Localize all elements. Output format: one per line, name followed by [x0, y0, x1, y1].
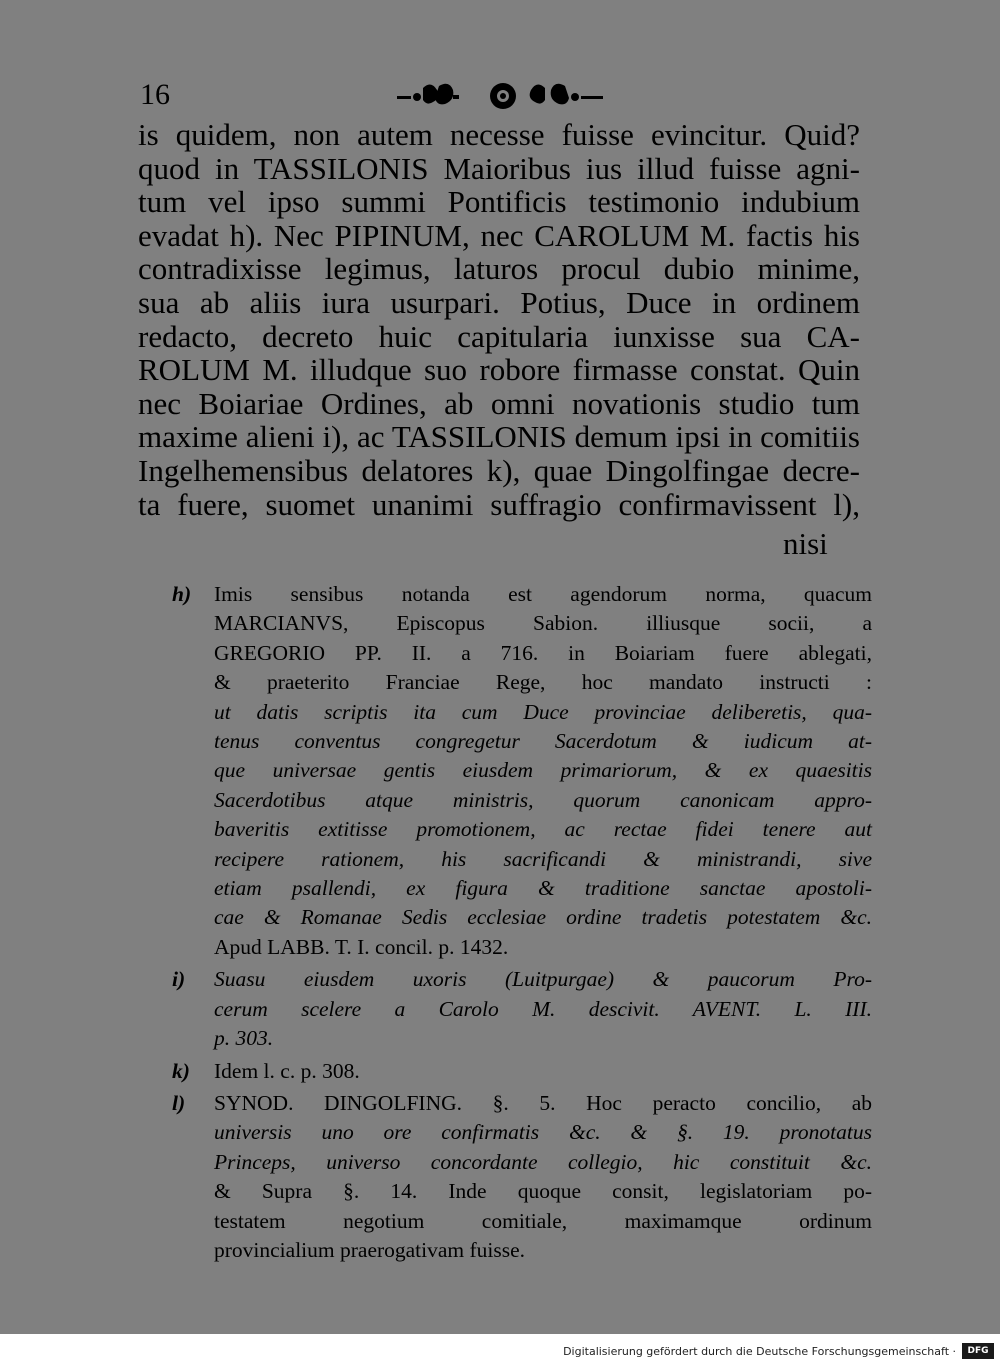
footnote-line: baveritis extitisse promotionem, ac rectae fidei tenere aut — [214, 817, 872, 842]
footnote-line: Sacerdotibus atque ministris, quorum canonicam appro- — [214, 787, 872, 812]
main-text-line: is quidem, non autem necesse fuisse evincitur. Quid? — [138, 117, 860, 152]
footnote-marker: k) — [172, 1058, 190, 1083]
catchword: nisi — [783, 526, 828, 561]
main-text-line: Ingelhemensibus delatores k), quae Dingolfingae decre- — [138, 452, 860, 488]
footnote-line: testatem negotium comitiale, maximamque ordinum — [214, 1208, 872, 1233]
main-text-line: quod in TASSILONIS Maioribus ius illud fuisse agni- — [138, 150, 860, 186]
main-text-line: tum vel ipso summi Pontificis testimonio indubium — [138, 184, 860, 220]
footer-bar — [0, 1334, 1000, 1364]
footnote-line: MARCIANVS, Episcopus Sabion. illiusque socii, a — [214, 611, 872, 636]
footnote-line: & Supra §. 14. Inde quoque consit, legislatoriam po- — [214, 1179, 872, 1204]
ornament-headpiece — [395, 78, 610, 114]
footnote-line: Apud LABB. T. I. concil. p. 1432. — [214, 934, 509, 959]
footnote-line: que universae gentis eiusdem primariorum, & ex quaesitis — [214, 758, 872, 783]
footnote-k — [172, 1057, 872, 1086]
footnote-line: Suasu eiusdem uxoris (Luitpurgae) & paucorum Pro- — [214, 967, 872, 992]
main-text-line: sua ab aliis iura usurpari. Potius, Duce in ordinem — [138, 284, 860, 320]
footnote-l — [172, 1089, 872, 1265]
page-number: 16 — [140, 78, 170, 111]
footnote-line: GREGORIO PP. II. a 716. in Boiariam fuere ablegati, — [214, 640, 872, 665]
main-text-line: contradixisse legimus, laturos procul dubio minime, — [138, 251, 860, 287]
footnote-line: SYNOD. DINGOLFING. §. 5. Hoc peracto concilio, ab — [214, 1090, 872, 1115]
footnote-line: Princeps, universo concordante collegio, hic constituit &c. — [214, 1149, 872, 1174]
main-text-line: evadat h). Nec PIPINUM, nec CAROLUM M. factis his — [138, 217, 860, 253]
footnotes — [172, 580, 872, 1268]
footnote-line: ut datis scriptis ita cum Duce provinciae deliberetis, qua- — [214, 699, 872, 724]
main-text-line: ta fuere, suomet unanimi suffragio confirmavissent l), — [138, 486, 860, 522]
funding-notice: Digitalisierung gefördert durch die Deutsche Forschungsgemeinschaft · — [563, 1345, 956, 1358]
footnote-line: provincialium praerogativam fuisse. — [214, 1237, 526, 1262]
footnote-line: etiam psallendi, ex figura & traditione sanctae apostoli- — [214, 876, 872, 901]
main-text — [138, 118, 860, 521]
footnote-line: Idem l. c. p. 308. — [214, 1058, 360, 1083]
footnote-line: Imis sensibus notanda est agendorum norma, quacum — [214, 582, 872, 606]
footnote-line: & praeterito Franciae Rege, hoc mandato instructi : — [214, 670, 872, 695]
footnote-line: recipere rationem, his sacrificandi & ministrandi, sive — [214, 846, 872, 871]
footnote-line: cae & Romanae Sedis ecclesiae ordine tradetis potestatem &c. — [214, 905, 872, 930]
footnote-line: tenus conventus congregetur Sacerdotum & iudicum at- — [214, 729, 872, 754]
footnote-i — [172, 965, 872, 1053]
main-text-line: redacto, decreto huic capitularia iunxisse sua CA- — [138, 318, 860, 354]
footnote-line: cerum scelere a Carolo M. descivit. AVENT. L. III. — [214, 996, 872, 1021]
main-text-line: ROLUM M. illudque suo robore firmasse constat. Quin — [138, 352, 860, 388]
footnote-marker: i) — [172, 967, 186, 992]
dfg-logo-icon: DFG — [962, 1343, 994, 1359]
footnote-h — [172, 580, 872, 962]
main-text-line: maxime alieni i), ac TASSILONIS demum ipsi in comitiis — [138, 419, 860, 455]
footnote-line: universis uno ore confirmatis &c. & §. 19. pronotatus — [214, 1120, 872, 1145]
footnote-marker: h) — [172, 582, 192, 606]
main-text-line: nec Boiariae Ordines, ab omni novationis studio tum — [138, 385, 860, 421]
footnote-line: p. 303. — [214, 1026, 274, 1051]
footnote-marker: l) — [172, 1090, 186, 1115]
